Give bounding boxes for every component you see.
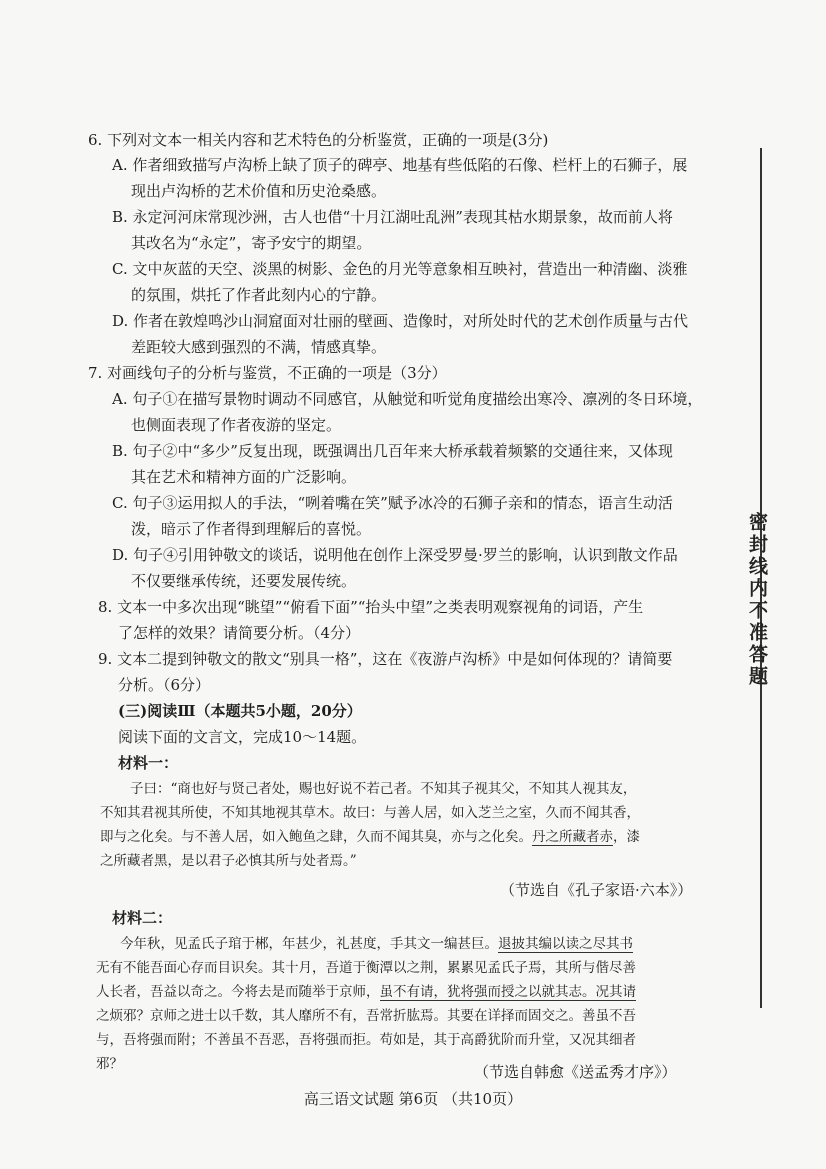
q7-option-a: A. 句子①在描写景物时调动不同感官，从触觉和听觉角度描绘出寒冷、凛冽的冬日环境，: [112, 390, 703, 408]
page-footer: 高三语文试题 第6页 （共10页）: [303, 1090, 523, 1108]
material2-text-part: 人长者，吾益以奇之。今将去是而随举于京师，: [96, 984, 380, 1000]
q6-option-a: A. 作者细致描写卢沟桥上缺了顶子的碑亭、地基有些低陷的石像、栏杆上的石狮子，展: [112, 156, 688, 174]
q6-stem: 6. 下列对文本一相关内容和艺术特色的分析鉴赏，正确的一项是(3分): [88, 131, 549, 149]
q6-option-b: B. 永定河河床常现沙洲，古人也借“十月江湖吐乱洲”表现其枯水期景象，故而前人将: [112, 208, 673, 226]
q7-option-d-cont: 不仅要继承传统，还要发展传统。: [131, 572, 357, 590]
material2-label: 材料二：: [112, 909, 173, 927]
q6-option-d-cont: 差距较大感到强烈的不满，情感真挚。: [131, 338, 387, 356]
material1-label: 材料一：: [118, 754, 179, 772]
material1-text-part: ，漆: [613, 829, 640, 845]
section-title: (三)阅读Ⅲ（本题共5小题，20分）: [118, 702, 362, 720]
material1-text-part: 即与之化矣。与不善人居，如入鲍鱼之肆，久而不闻其臭，亦与之化矣。: [100, 829, 532, 845]
q7-option-c: C. 句子③运用拟人的手法，“咧着嘴在笑”赋予冰冷的石狮子亲和的情态，语言生动活: [112, 494, 673, 512]
material2-text: 与，吾将强而附；不善虽不吾恶，吾将强而拒。苟如是，其于高爵犹阶而升堂，又况其细者: [96, 1032, 636, 1048]
material1-text: 之所藏者黑，是以君子必慎其所与处者焉。”: [100, 853, 357, 869]
material2-text: [120, 934, 633, 954]
q7-option-c-cont: 泼，暗示了作者得到理解后的喜悦。: [131, 520, 372, 538]
material1-underlined-sentence: 丹之所藏者赤: [532, 829, 613, 845]
q7-option-a-cont: 也侧面表现了作者夜游的坚定。: [131, 416, 342, 434]
q6-option-d: D. 作者在敦煌鸣沙山洞窟面对壮丽的壁画、造像时，对所处时代的艺术创作质量与古代: [112, 312, 689, 330]
material1-text: 不知其君视其所使，不知其地视其草木。故曰：与善人居，如入芝兰之室，久而不闻其香，: [100, 805, 640, 821]
material2-text: 无有不能吾面心存而目识矣。其十月，吾道于衡潭以之荆，累累见孟氏子焉，其所与偕尽善: [96, 960, 636, 976]
material2-text: 之烦邪？京师之进士以千数，其人靡所不有，吾常折肱焉。其要在详择而固交之。善虽不吾: [96, 1008, 636, 1024]
q7-option-d: D. 句子④引用钟敬文的谈话，说明他在创作上深受罗曼·罗兰的影响，认识到散文作品: [112, 546, 678, 564]
material2-text: 邪？: [96, 1056, 123, 1072]
q6-option-b-cont: 其改名为“永定”，寄予安宁的期望。: [131, 234, 372, 252]
material2-text-part: 今年秋，见孟氏子琯于郴，年甚少，礼甚度，手其文一编甚巨。: [120, 936, 498, 952]
q7-stem: 7. 对画线句子的分析与鉴赏，不正确的一项是（3分）: [88, 364, 447, 382]
seal-notice: 密封线内不准答题: [746, 512, 768, 688]
material2-text: [96, 982, 636, 1002]
q6-option-a-cont: 现出卢沟桥的艺术价值和历史沧桑感。: [131, 182, 387, 200]
material1-text: [100, 827, 640, 847]
material2-source: （节选自韩愈《送孟秀才序》）: [474, 1063, 677, 1081]
q7-option-b-cont: 其在艺术和精神方面的广泛影响。: [131, 468, 357, 486]
q8-stem-cont: 了怎样的效果？请简要分析。（4分）: [118, 624, 361, 642]
material1-source: （节选自《孔子家语·六本》）: [500, 881, 693, 899]
q8-stem: 8. 文本一中多次出现“眺望”“俯看下面”“抬头中望”之类表明观察视角的词语，产生: [98, 598, 644, 616]
material2-underlined-sentence: 退披其编以读之尽其书: [498, 936, 633, 952]
q6-option-c-cont: 的氛围，烘托了作者此刻内心的宁静。: [131, 286, 387, 304]
q7-option-b: B. 句子②中“多少”反复出现，既强调出几百年来大桥承载着频繁的交通往来，又体现: [112, 442, 673, 460]
material1-text: 子曰：“商也好与贤己者处，赐也好说不若己者。不知其子视其父，不知其人视其友，: [130, 781, 637, 797]
section-intro: 阅读下面的文言文，完成10～14题。: [118, 728, 367, 746]
q9-stem: 9. 文本二提到钟敬文的散文“别具一格”，这在《夜游卢沟桥》中是如何体现的？请简要: [98, 650, 673, 668]
q6-option-c: C. 文中灰蓝的天空、淡黑的树影、金色的月光等意象相互映衬，营造出一种清幽、淡雅: [112, 260, 688, 278]
material2-underlined-sentence: 虽不有请，犹将强而授之以就其志。况其请: [379, 984, 636, 1000]
q9-stem-cont: 分析。（6分）: [118, 676, 211, 694]
